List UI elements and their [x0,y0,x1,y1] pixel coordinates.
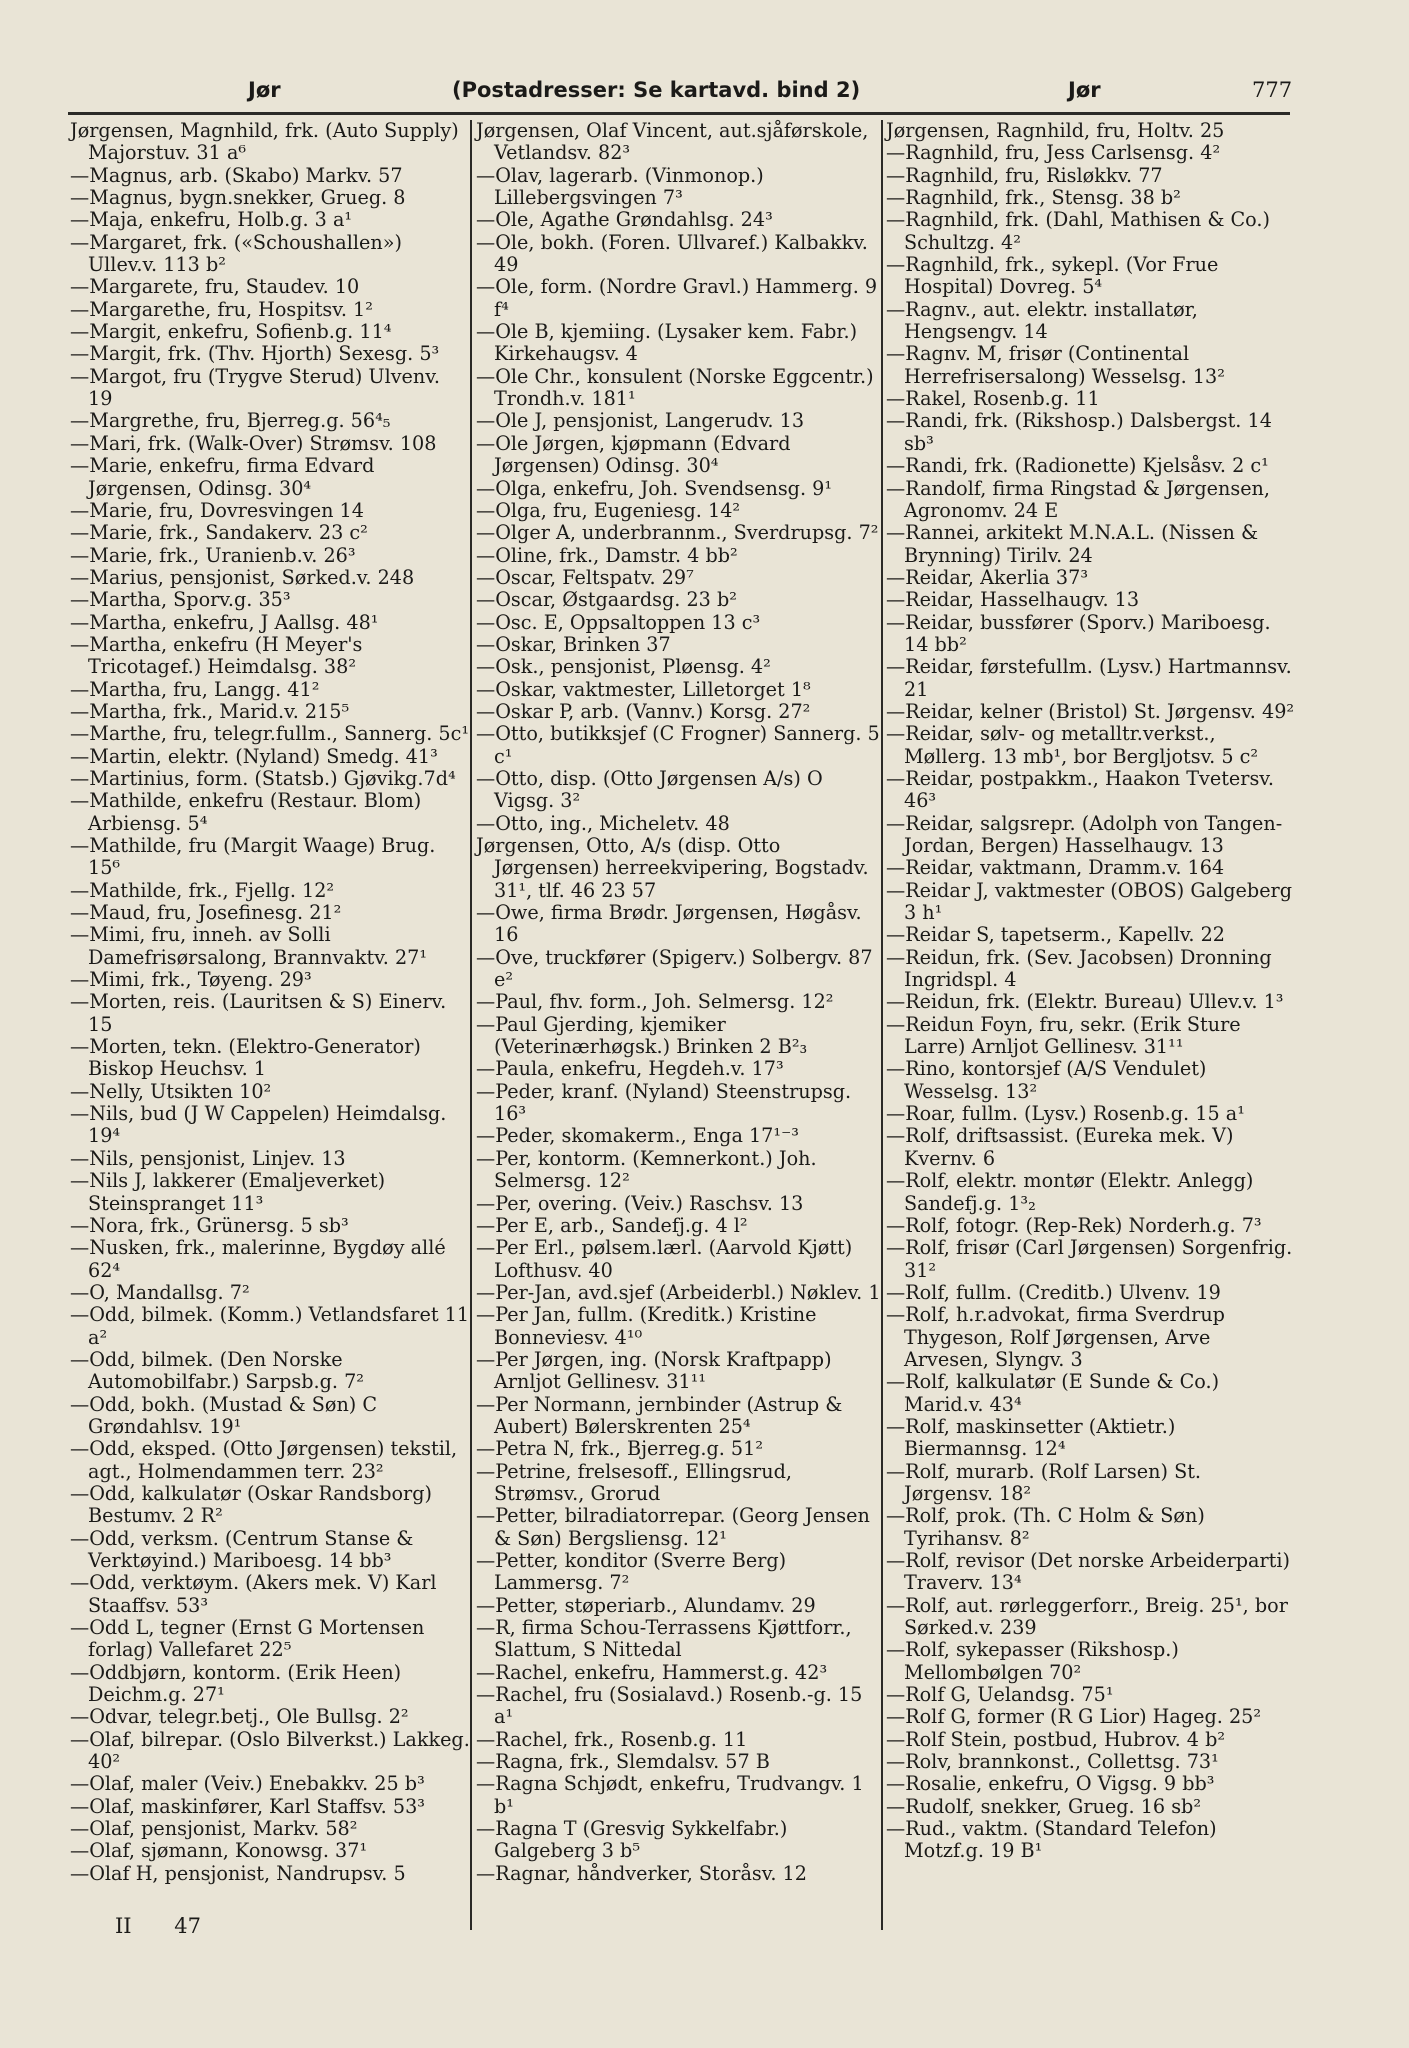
directory-entry: —Paul, fhv. form., Joh. Selmersg. 12² [476,990,834,1014]
signature-right: 47 [174,1914,202,1938]
directory-entry: —Nelly, Utsikten 10² [70,1079,272,1103]
directory-entry: —Ragnv. M, frisør (Continental Herrefrisersalong) Wesselsg. 13² [886,342,1225,388]
directory-entry: —Rolf, fotogr. (Rep-Rek) Norderh.g. 7³ [886,1213,1262,1237]
directory-entry: —Rolf, sykepasser (Rikshosp.) Mellombølgen 70² [886,1638,1179,1684]
directory-entry: —Oskar P, arb. (Vannv.) Korsg. 27² [476,699,811,723]
directory-entry: —Ragnhild, frk. (Dahl, Mathisen & Co.) Schultzg. 4² [886,208,1270,254]
directory-entry: —Rolf, frisør (Carl Jørgensen) Sorgenfrig. 31² [886,1236,1293,1282]
directory-entry: —Ole, bokh. (Foren. Ullvaref.) Kalbakkv. 49 [476,230,868,277]
directory-entry: —R, firma Schou-Terrassens Kjøttforr., Slattum, S Nittedal [476,1616,852,1662]
directory-entry: —Per-Jan, avd.sjef (Arbeiderbl.) Nøklev. 1 [476,1280,881,1304]
directory-entry: —Odd L, tegner (Ernst G Mortensen forlag) Vallefaret 22⁵ [70,1616,425,1662]
directory-entry: —Olger A, underbrannm., Sverdrupsg. 7² [476,521,879,545]
directory-entry: —Nils, bud (J W Cappelen) Heimdalsg. 19⁴ [70,1102,447,1148]
directory-entry: —Olaf H, pensjonist, Nandrupsv. 5 [70,1861,406,1885]
directory-entry: —Rino, kontorsjef (A/S Vendulet) Wesselsg. 13² [886,1057,1207,1103]
directory-entry: Jørgensen, Magnhild, frk. (Auto Supply) Majorstuv. 31 a⁶ [70,119,459,165]
directory-entry: —Reidar, salgsrepr. (Adolph von Tangen-Jordan, Bergen) Hasselhaugv. 13 [886,811,1283,857]
directory-entry: —Paul Gjerding, kjemiker (Veterinærhøgsk.) Brinken 2 B²₃ [476,1012,808,1059]
directory-entry: —Per Normann, jernbinder (Astrup & Aubert) Bølerskrenten 25⁴ [476,1392,843,1438]
directory-entry: —Maja, enkefru, Holb.g. 3 a¹ [70,208,353,232]
directory-entry: —Reidar, sølv- og metalltr.verkst., Møllerg. 13 mb¹, bor Bergljotsv. 5 c² [886,722,1259,768]
directory-entry: —Rolf, kalkulatør (E Sunde & Co.) Marid.v. 43⁴ [886,1370,1220,1416]
directory-entry: —Reidar, postpakkm., Haakon Tvetersv. 46³ [886,766,1274,813]
directory-entry: —Olaf, maler (Veiv.) Enebakkv. 25 b³ [70,1772,425,1796]
directory-entry: —Odvar, telegr.betj., Ole Bullsg. 2² [70,1705,409,1729]
directory-entry: —Ole Chr., konsulent (Norske Eggcentr.) Trondh.v. 181¹ [476,364,874,411]
directory-entry: —Rolf, prok. (Th. C Holm & Søn) Tyrihansv. 8² [886,1504,1205,1550]
directory-entry: —Owe, firma Brødr. Jørgensen, Høgåsv. 16 [476,901,862,947]
directory-entry: —Oskar, Brinken 37 [476,632,671,656]
directory-entry: —Mathilde, fru (Margit Waage) Brug. 15⁶ [70,834,436,880]
directory-entry: —Nusken, frk., malerinne, Bygdøy allé 62⁴ [70,1236,446,1282]
directory-entry: —Petter, bilradiatorrepar. (Georg Jensen & Søn) Bergsliensg. 12¹ [476,1504,870,1550]
directory-entry: —Nils, pensjonist, Linjev. 13 [70,1146,346,1170]
directory-entry: —Reidar, vaktmann, Dramm.v. 164 [886,856,1225,880]
directory-entry: —Reidun, frk. (Elektr. Bureau) Ullev.v. 1³ [886,990,1284,1014]
directory-entry: Jørgensen, Ragnhild, fru, Holtv. 25 [886,119,1225,142]
directory-entry: —Ragnv., aut. elektr. installatør, Hengsengv. 14 [886,297,1198,344]
directory-entry: Jørgensen, Otto, A/s (disp. Otto Jørgensen) herreekvipering, Bogstadv. 31¹, tlf. 46 23 57 [476,834,869,902]
page-number: 777 [1252,78,1293,102]
directory-entry: —Martin, elektr. (Nyland) Smedg. 41³ [70,744,438,768]
directory-entry: —Mathilde, enkefru (Restaur. Blom) Arbiensg. 5⁴ [70,789,422,835]
header-right-guide-word: Jør [1068,78,1101,102]
signature-left: II [115,1914,132,1938]
directory-entry: —Nils J, lakkerer (Emaljeverket) Steinspranget 11³ [70,1169,386,1215]
directory-entry: —Reidun, frk. (Sev. Jacobsen) Dronning Ingridspl. 4 [886,945,1272,992]
directory-entry: —Magnus, arb. (Skabo) Markv. 57 [70,163,403,187]
directory-entry: —Peder, kranf. (Nyland) Steenstrupsg. 16³ [476,1079,852,1126]
directory-entry: —Ragnhild, fru, Jess Carlsensg. 4² [886,141,1221,165]
directory-entry: —Margarete, fru, Staudev. 10 [70,275,360,299]
directory-entry: —Olga, fru, Eugeniesg. 14² [476,498,741,522]
directory-entry: —Reidar, førstefullm. (Lysv.) Hartmannsv. 21 [886,655,1292,701]
directory-entry: —Olaf, bilrepar. (Oslo Bilverkst.) Lakkeg. 40² [70,1727,470,1774]
directory-entry: —Rudolf, snekker, Grueg. 16 sb² [886,1794,1202,1818]
directory-entry: —Marie, frk., Uranienb.v. 26³ [70,543,356,567]
directory-entry: —Odd, kalkulatør (Oskar Randsborg) Bestumv. 2 R² [70,1481,432,1528]
directory-entry: —Martha, enkefru, J Aallsg. 48¹ [70,610,379,634]
directory-entry: —Reidar, kelner (Bristol) St. Jørgensv. 49² [886,699,1295,723]
directory-entry: —Morten, tekn. (Elektro-Generator) Biskop Heuchsv. 1 [70,1035,421,1081]
directory-entry: —Oscar, Østgaardsg. 23 b² [476,588,737,612]
directory-entry: —Petter, støperiarb., Alundamv. 29 [476,1593,816,1617]
directory-entry: —Olaf, pensjonist, Markv. 58² [70,1817,358,1841]
directory-entry: —Marius, pensjonist, Sørked.v. 248 [70,565,415,589]
header-center-note: (Postadresser: Se kartavd. bind 2) [452,78,861,102]
directory-entry: —Osc. E, Oppsaltoppen 13 c³ [476,610,761,634]
directory-entry: —Odd, bilmek. (Komm.) Vetlandsfaret 11 a² [70,1303,470,1349]
directory-entry: —Randi, frk. (Radionette) Kjelsåsv. 2 c¹ [886,454,1269,478]
directory-entry: —Ove, truckfører (Spigerv.) Solbergv. 87 e² [476,945,873,992]
directory-entry: —Olav, lagerarb. (Vinmonop.) Lillebergsvingen 7³ [476,163,764,210]
directory-entry: —Randolf, firma Ringstad & Jørgensen, Agronomv. 24 E [886,476,1271,522]
directory-entry: —Mari, frk. (Walk-Over) Strømsv. 108 [70,431,437,455]
directory-entry: —Reidar S, tapetserm., Kapellv. 22 [886,923,1226,947]
directory-entry: —Paula, enkefru, Hegdeh.v. 17³ [476,1057,784,1081]
directory-entry: —Rolf G, former (R G Lior) Hageg. 25² [886,1705,1262,1729]
directory-entry: —Rolf, fullm. (Creditb.) Ulvenv. 19 [886,1280,1221,1304]
directory-entry: —Rolf, driftsassist. (Eureka mek. V) Kvernv. 6 [886,1124,1234,1170]
directory-entry: —Ragnar, håndverker, Storåsv. 12 [476,1861,807,1885]
directory-entry: —Mimi, fru, inneh. av Solli Damefrisørsalong, Brannvaktv. 27¹ [70,923,428,969]
directory-entry: —Ragnhild, frk., Stensg. 38 b² [886,186,1181,210]
directory-entry: —Mathilde, frk., Fjellg. 12² [70,878,335,902]
directory-entry: —Roar, fullm. (Lysv.) Rosenb.g. 15 a¹ [886,1102,1245,1126]
directory-entry: —Magnus, bygn.snekker, Grueg. 8 [70,186,406,210]
directory-entry: —Rosalie, enkefru, O Vigsg. 9 bb³ [886,1772,1215,1796]
directory-entry: —Odd, verksm. (Centrum Stanse & Verktøyind.) Mariboesg. 14 bb³ [70,1526,414,1572]
directory-entry: —Per, overing. (Veiv.) Raschsv. 13 [476,1191,804,1215]
header-left-guide-word: Jør [248,78,281,102]
directory-entry: —Ole, form. (Nordre Gravl.) Hammerg. 9 f⁴ [476,275,878,321]
directory-entry: —Margit, frk. (Thv. Hjorth) Sexesg. 5³ [70,342,440,366]
directory-entry: —Morten, reis. (Lauritsen & S) Einerv. 15 [70,990,447,1036]
running-header [0,78,1409,112]
directory-entry: —Rolf Stein, postbud, Hubrov. 4 b² [886,1727,1226,1751]
directory-entry: —Ragna, frk., Slemdalsv. 57 B [476,1750,770,1774]
directory-entry: —Martha, Sporv.g. 35³ [70,588,291,612]
directory-entry: —Oddbjørn, kontorm. (Erik Heen) Deichm.g. 27¹ [70,1660,402,1707]
directory-entry: —Randi, frk. (Rikshosp.) Dalsbergst. 14 sb³ [886,409,1272,455]
directory-entry: —Martinius, form. (Statsb.) Gjøvikg.7d⁴ [70,766,456,790]
directory-entry: —Per Jan, fullm. (Kreditk.) Kristine Bonneviesv. 4¹⁰ [476,1303,817,1349]
header-rule [68,112,1290,115]
directory-entry: —Martha, frk., Marid.v. 215⁵ [70,699,350,723]
directory-entry: —Rolf, elektr. montør (Elektr. Anlegg) Sandefj.g. 1³₂ [886,1169,1254,1215]
directory-entry: —Ragnhild, fru, Risløkkv. 77 [886,163,1163,187]
directory-entry: —Margrethe, fru, Bjerreg.g. 56⁴₅ [70,409,391,433]
directory-entry: —Rolf, aut. rørleggerforr., Breig. 25¹, bor Sørked.v. 239 [886,1593,1288,1640]
directory-entry: —Martha, enkefru (H Meyer's Tricotagef.) Heimdalsg. 38² [70,632,363,679]
directory-entry: —Otto, disp. (Otto Jørgensen A/s) O Vigsg. 3² [476,766,823,813]
directory-entry: —Rachel, enkefru, Hammerst.g. 42³ [476,1660,828,1684]
directory-entry: —Rolf G, Uelandsg. 75¹ [886,1683,1114,1707]
directory-entry: —Odd, eksped. (Otto Jørgensen) tekstil, agt., Holmendammen terr. 23² [70,1437,458,1483]
directory-entry: —Odd, bilmek. (Den Norske Automobilfabr.) Sarpsb.g. 7² [70,1347,364,1394]
footer-signature [115,1914,237,1938]
directory-entry: —Marie, frk., Sandakerv. 23 c² [70,521,368,545]
directory-entry: —Ole, Agathe Grøndahlsg. 24³ [476,208,773,232]
directory-entry: —Marie, enkefru, firma Edvard Jørgensen, Odinsg. 30⁴ [70,454,375,500]
directory-entry: —Ragna T (Gresvig Sykkelfabr.) Galgeberg 3 b⁵ [476,1817,788,1863]
directory-entry: —Petra N, frk., Bjerreg.g. 51² [476,1437,764,1461]
directory-entry: —Reidar, bussfører (Sporv.) Mariboesg. 14 bb² [886,610,1271,656]
directory-entry: —Per, kontorm. (Kemnerkont.) Joh. Selmersg. 12² [476,1146,817,1193]
directory-entry: —Otto, ing., Micheletv. 48 [476,811,730,835]
directory-entry: —Olga, enkefru, Joh. Svendsensg. 9¹ [476,476,833,500]
directory-entry: —Oskar, vaktmester, Lilletorget 1⁸ [476,677,811,701]
directory-entry: —Maud, fru, Josefinesg. 21² [70,901,342,925]
directory-entry: —Margot, fru (Trygve Sterud) Ulvenv. 19 [70,364,440,411]
directory-entry: Jørgensen, Olaf Vincent, aut.sjåførskole, Vetlandsv. 82³ [476,119,869,165]
directory-entry: —Rolf, revisor (Det norske Arbeiderparti) Traverv. 13⁴ [886,1549,1290,1595]
directory-entry: —Margit, enkefru, Sofienb.g. 11⁴ [70,320,392,344]
directory-entry: —Marthe, fru, telegr.fullm., Sannerg. 5c¹ [70,722,470,746]
column-1 [70,120,470,1885]
directory-entry: —Rolf, h.r.advokat, firma Sverdrup Thygeson, Rolf Jørgensen, Arve Arvesen, Slyngv. 3 [886,1303,1225,1371]
column-2 [476,120,884,1885]
directory-entry: —Osk., pensjonist, Pløensg. 4² [476,655,771,679]
directory-entry: —Olaf, maskinfører, Karl Staffsv. 53³ [70,1794,425,1818]
directory-entry: —Rachel, frk., Rosenb.g. 11 [476,1727,748,1751]
directory-entry: —Per Erl., pølsem.lærl. (Aarvold Kjøtt) Lofthusv. 40 [476,1236,853,1282]
directory-entry: —Reidar J, vaktmester (OBOS) Galgeberg 3 h¹ [886,878,1293,925]
directory-entry: —Nora, frk., Grünersg. 5 sb³ [70,1213,349,1237]
directory-entry: —Otto, butikksjef (C Frogner) Sannerg. 5 c¹ [476,722,880,768]
directory-entry: —Rolf, murarb. (Rolf Larsen) St. Jørgensv. 18² [886,1459,1202,1505]
directory-entry: —Ole Jørgen, kjøpmann (Edvard Jørgensen) Odinsg. 30⁴ [476,431,791,478]
directory-entry: —Ragnhild, frk., sykepl. (Vor Frue Hospital) Dovreg. 5⁴ [886,253,1219,299]
directory-entry: —Per Jørgen, ing. (Norsk Kraftpapp) Arnljot Gellinesv. 31¹¹ [476,1347,832,1394]
directory-entry: —Reidar, Akerlia 37³ [886,565,1089,589]
directory-entry: —Martha, fru, Langg. 41² [70,677,320,701]
directory-entry: —O, Mandallsg. 7² [70,1280,250,1304]
directory-entry: —Petrine, frelsesoff., Ellingsrud, Strømsv., Grorud [476,1459,792,1505]
directory-entry: —Olaf, sjømann, Konowsg. 37¹ [70,1839,368,1863]
directory-entry: —Rakel, Rosenb.g. 11 [886,387,1100,411]
directory-entry: —Marie, fru, Dovresvingen 14 [70,498,364,522]
directory-entry: —Peder, skomakerm., Enga 17¹⁻³ [476,1124,799,1148]
directory-entry: —Rud., vaktm. (Standard Telefon) Motzf.g. 19 B¹ [886,1817,1217,1863]
directory-entry: —Margaret, frk. («Schoushallen») Ullev.v. 113 b² [70,230,402,277]
directory-entry: —Ragna Schjødt, enkefru, Trudvangv. 1 b¹ [476,1772,864,1818]
directory-entry: —Oscar, Feltspatv. 29⁷ [476,565,694,589]
directory-entry: —Mimi, frk., Tøyeng. 29³ [70,968,312,992]
column-3 [886,120,1296,1863]
directory-entry: —Rachel, fru (Sosialavd.) Rosenb.-g. 15 a¹ [476,1683,863,1729]
directory-entry: —Margarethe, fru, Hospitsv. 1² [70,297,373,321]
directory-entry: —Per E, arb., Sandefj.g. 4 l² [476,1213,748,1237]
directory-entry: —Rolf, maskinsetter (Aktietr.) Biermannsg. 12⁴ [886,1414,1176,1461]
directory-entry: —Rolv, brannkonst., Collettsg. 73¹ [886,1750,1219,1774]
directory-entry: —Odd, verktøym. (Akers mek. V) Karl Staaffsv. 53³ [70,1571,437,1617]
directory-entry: —Reidun Foyn, fru, sekr. (Erik Sture Larre) Arnljot Gellinesv. 31¹¹ [886,1012,1241,1059]
directory-entry: —Ole J, pensjonist, Langerudv. 13 [476,409,805,433]
directory-entry: —Reidar, Hasselhaugv. 13 [886,588,1140,612]
directory-entry: —Ole B, kjemiing. (Lysaker kem. Fabr.) Kirkehaugsv. 4 [476,320,858,366]
directory-entry: —Oline, frk., Damstr. 4 bb² [476,543,738,567]
column-rule-1 [470,120,472,1930]
directory-entry: —Petter, konditor (Sverre Berg) Lammersg. 7² [476,1549,787,1595]
directory-entry: —Rannei, arkitekt M.N.A.L. (Nissen & Brynning) Tirilv. 24 [886,521,1259,567]
directory-entry: —Odd, bokh. (Mustad & Søn) C Grøndahlsv. 19¹ [70,1392,378,1438]
